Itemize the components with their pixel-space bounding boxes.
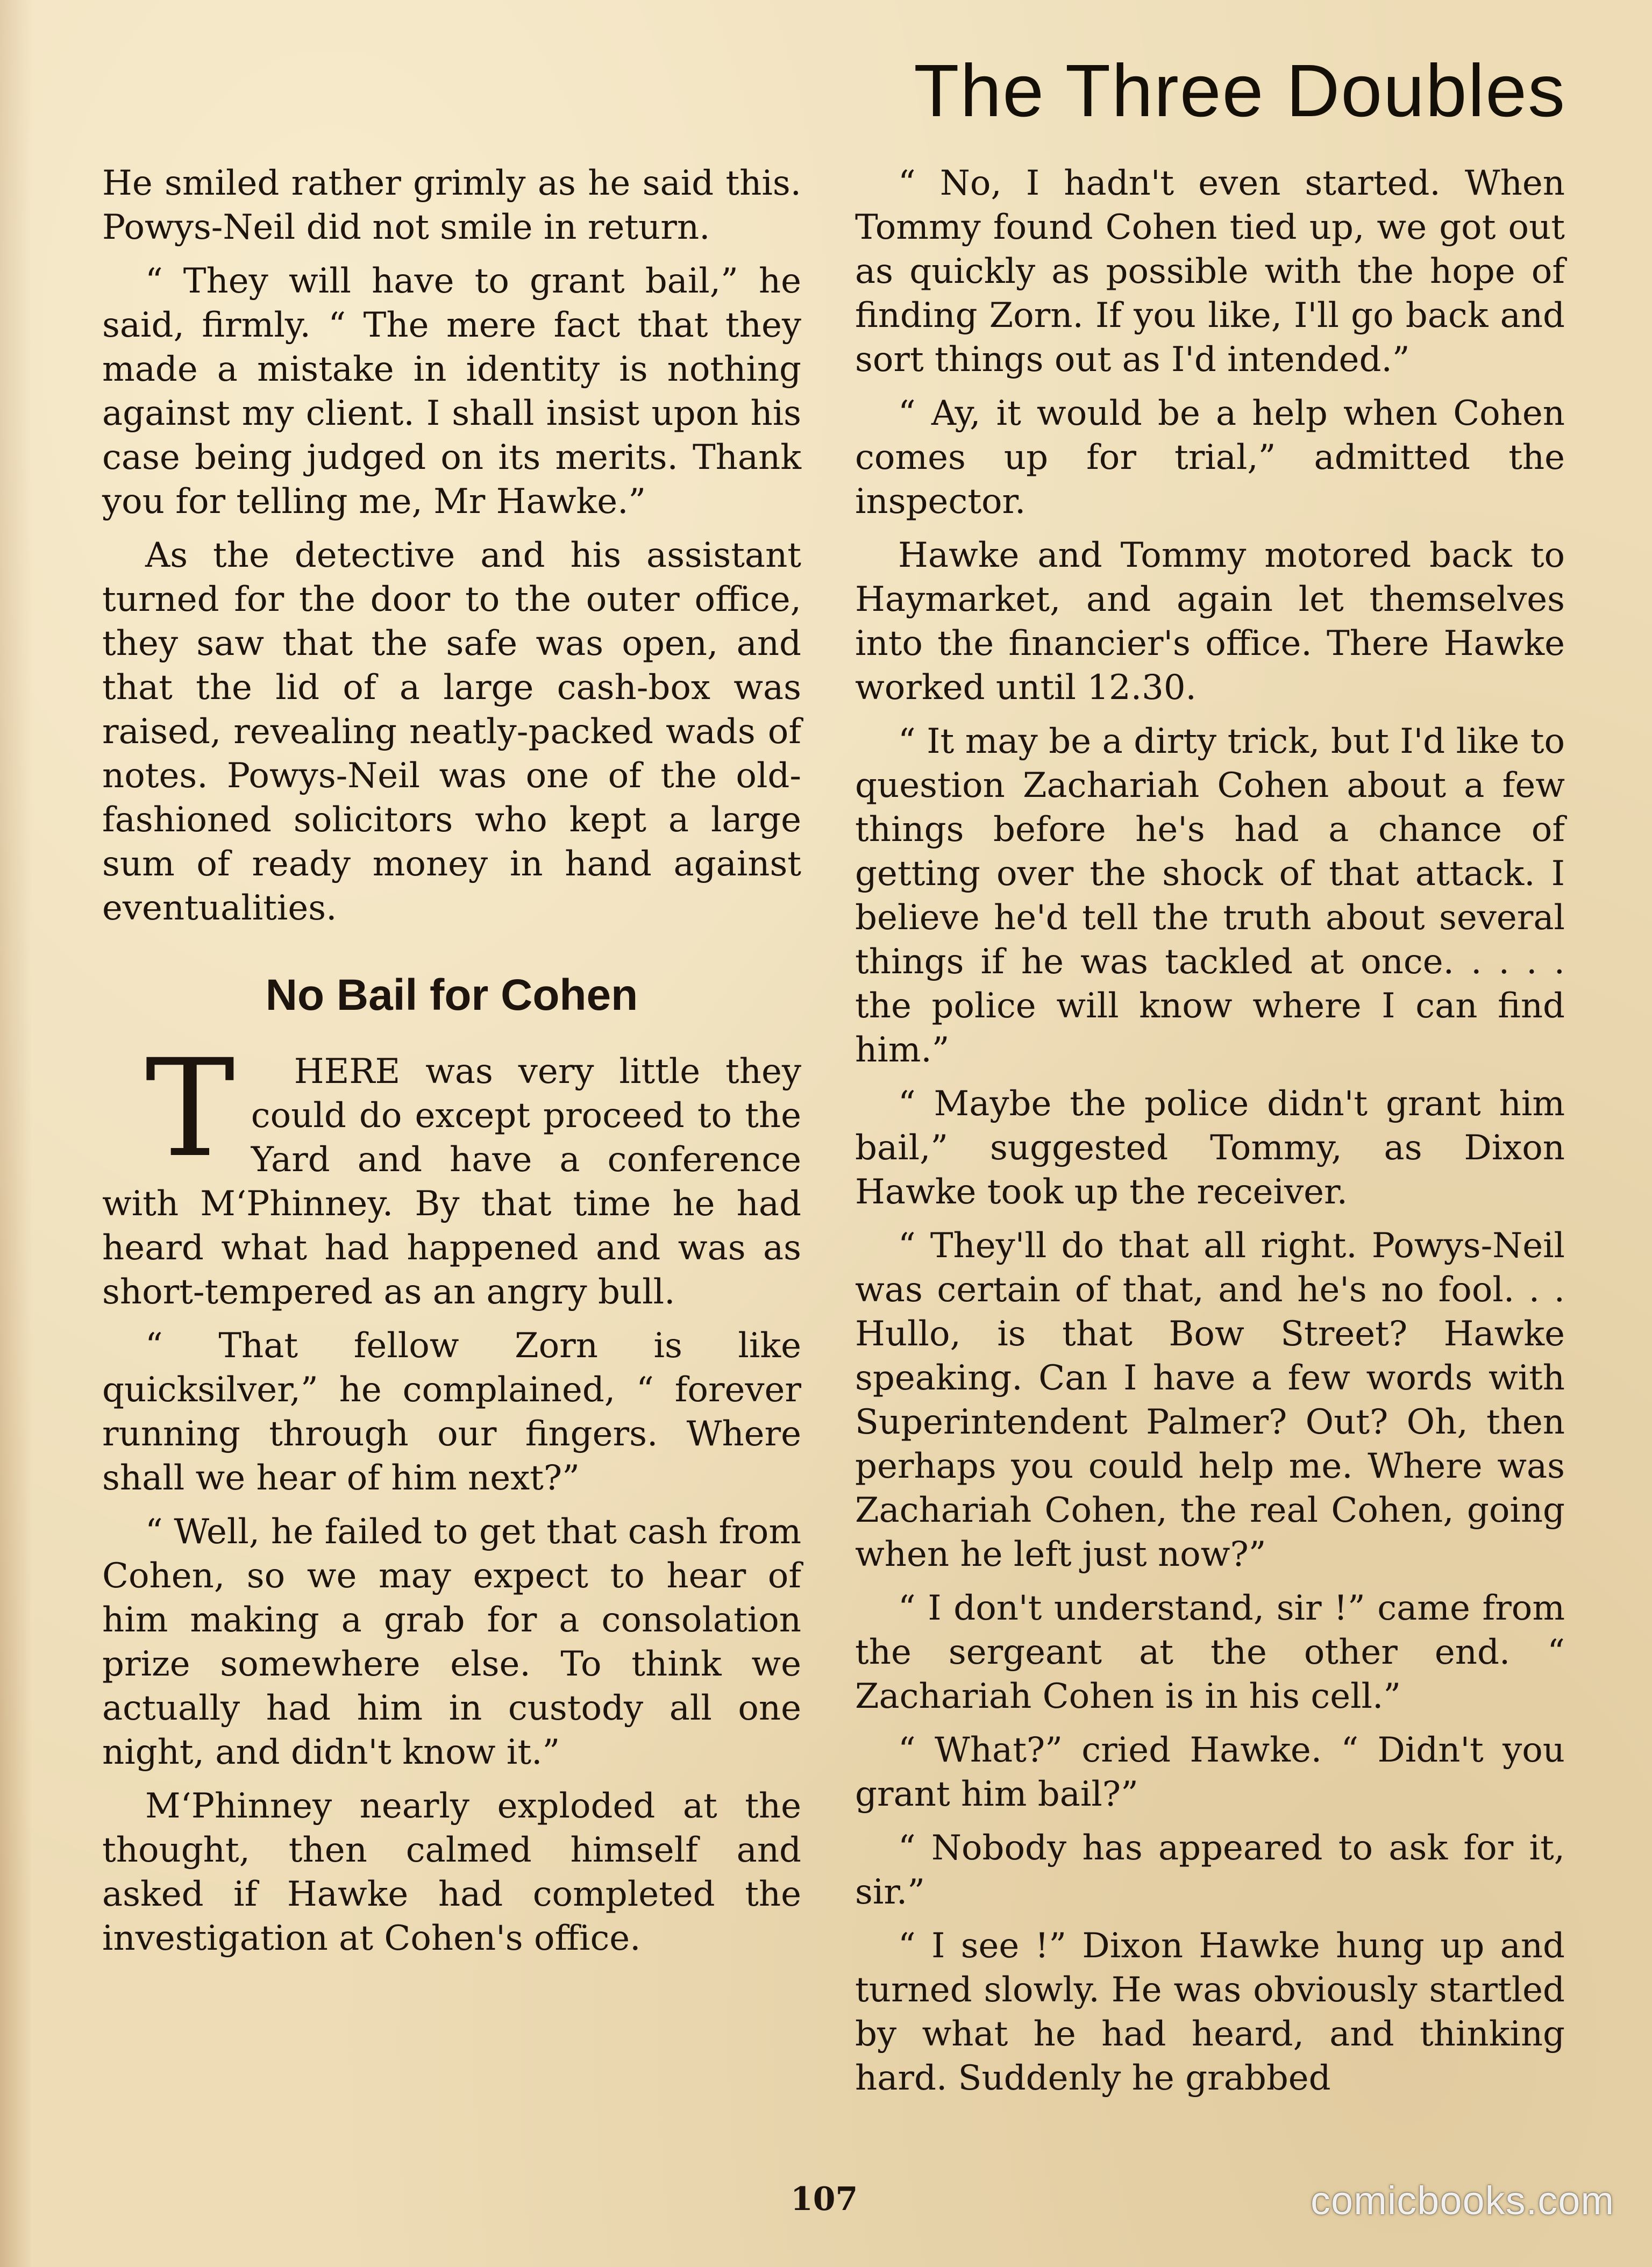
drop-cap: T	[145, 1030, 235, 1187]
right-column	[855, 161, 1565, 2110]
paragraph: “ Maybe the police didn't grant him bail,” suggested Tommy, as Dixon Hawke took up the receiver.	[855, 1084, 1565, 1212]
paragraph: “ I see !” Dixon Hawke hung up and turned slowly. He was obviously startled by what he had heard, and thinking hard. Suddenly he grabbed	[855, 1926, 1565, 2098]
section-subhead: No Bail for Cohen	[265, 971, 638, 1020]
paragraph: “ Ay, it would be a help when Cohen comes up for trial,” admitted the inspector.	[855, 394, 1565, 522]
paragraph: Hawke and Tommy motored back to Haymarket, and again let themselves into the financier's office. There Hawke worked until 12.30.	[855, 536, 1565, 708]
paragraph: “ I don't understand, sir !” came from the sergeant at the other end. “ Zachariah Cohen is in his cell.”	[855, 1588, 1565, 1716]
paragraph: As the detective and his assistant turned for the door to the outer office, they saw that the safe was open, and that the lid of a large cash-box was raised, revealing neatly-packed wads of notes. Powys-Neil was one of the old-fashioned solicitors who kept a large sum of ready money in hand against eventualities.	[102, 536, 801, 928]
paragraph-with-dropcap	[102, 1030, 801, 1314]
paragraph: “ No, I hadn't even started. When Tommy found Cohen tied up, we got out as quickly as possible with the hope of finding Zorn. If you like, I'll go back and sort things out as I'd intended.”	[855, 163, 1565, 380]
paragraph: “ That fellow Zorn is like quicksilver,” he complained, “ forever running through our fingers. Where shall we hear of him next?”	[102, 1326, 801, 1498]
paragraph: “ Nobody has appeared to ask for it, sir.”	[855, 1828, 1565, 1912]
paragraph: “ Well, he failed to get that cash from Cohen, so we may expect to hear of him making a grab for a consolation prize somewhere else. To think we actually had him in custody all one night, and didn't know it.”	[102, 1512, 801, 1772]
paragraph: “ They'll do that all right. Powys-Neil was certain of that, and he's no fool. . . Hullo, is that Bow Street? Hawke speaking. Can I have a few words with Superintendent Palmer? Out? Oh, then perhaps you could help me. Where was Zachariah Cohen, the real Cohen, going when he left just now?”	[855, 1226, 1565, 1574]
watermark-logo: comicbooks.com	[1310, 2178, 1614, 2223]
paragraph: He smiled rather grimly as he said this. Powys-Neil did not smile in return.	[102, 163, 801, 247]
paragraph-text: HERE was very little they could do except proceed to the Yard and have a conference with M‘Phinney. By that time he had heard what had happened and was as short-tempered as an angry bull.	[102, 1052, 801, 1312]
paragraph: M‘Phinney nearly exploded at the thought, then calmed himself and asked if Hawke had completed the investigation at Cohen's office.	[102, 1786, 801, 1958]
page-number: 107	[791, 2180, 858, 2218]
left-column	[102, 161, 801, 1970]
paragraph: “ What?” cried Hawke. “ Didn't you grant him bail?”	[855, 1730, 1565, 1814]
paragraph: “ It may be a dirty trick, but I'd like to question Zachariah Cohen about a few things before he's had a chance of getting over the shock of that attack. I believe he'd tell the truth about several things if he was tackled at once. . . . . the police will know where I can find him.”	[855, 722, 1565, 1070]
running-head: The Three Doubles	[914, 49, 1566, 132]
paragraph: “ They will have to grant bail,” he said, firmly. “ The mere fact that they made a mistake in identity is nothing against my client. I shall insist upon his case being judged on its merits. Thank you for telling me, Mr Hawke.”	[102, 261, 801, 522]
